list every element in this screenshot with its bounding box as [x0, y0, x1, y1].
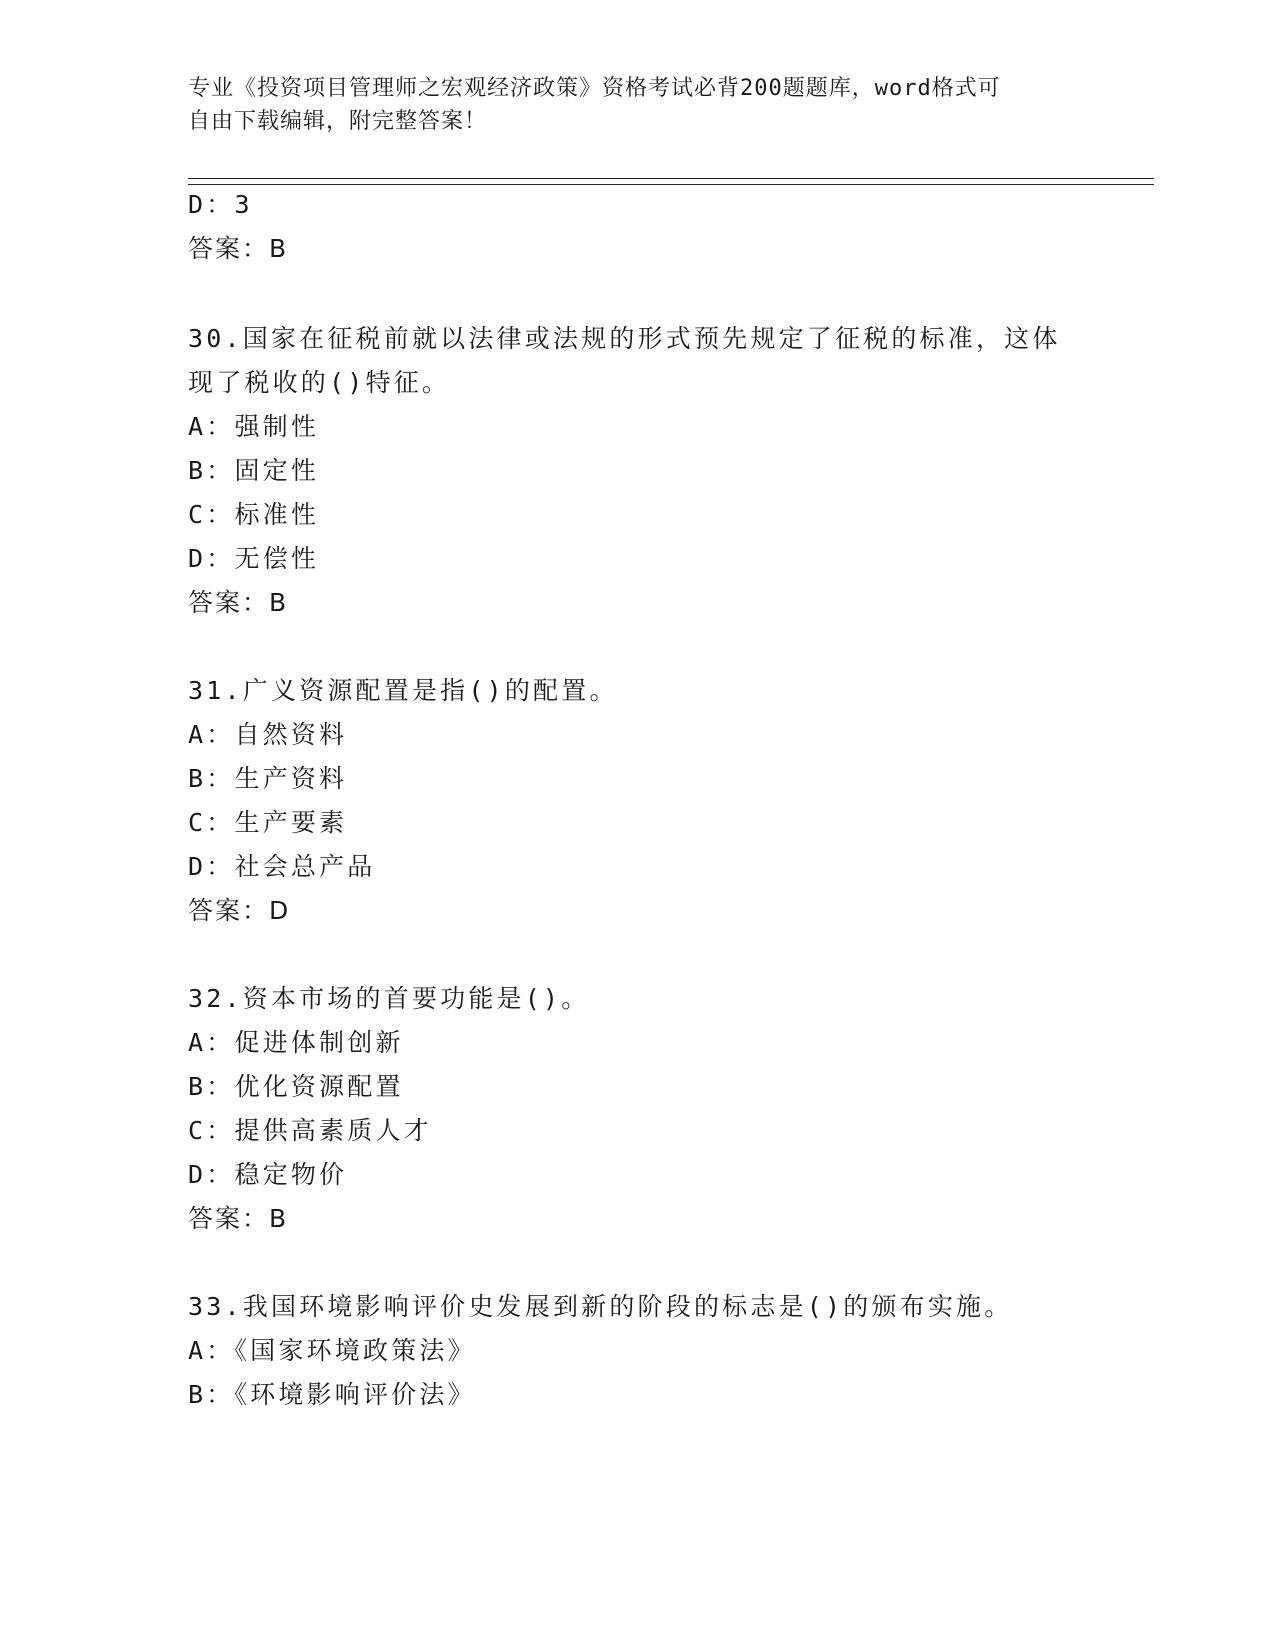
question-31-option-d: D：社会总产品 [188, 852, 376, 881]
carryover-answer: 答案：B [188, 234, 289, 263]
question-32-option-b: B：优化资源配置 [188, 1072, 404, 1101]
question-30-option-c: C：标准性 [188, 500, 320, 529]
question-30-answer: 答案：B [188, 588, 289, 617]
document-header [188, 72, 1068, 138]
header-divider-bottom [188, 184, 1154, 185]
question-33-stem: 33.我国环境影响评价史发展到新的阶段的标志是()的颁布实施。 [188, 1292, 1013, 1321]
question-32-option-a: A：促进体制创新 [188, 1028, 404, 1057]
question-32-option-c: C：提供高素质人才 [188, 1116, 432, 1145]
question-31-option-c: C：生产要素 [188, 808, 348, 837]
question-30-option-b: B：固定性 [188, 456, 320, 485]
question-31-stem: 31.广义资源配置是指()的配置。 [188, 676, 618, 705]
question-31-answer: 答案：D [188, 896, 291, 925]
question-31-option-b: B：生产资料 [188, 764, 348, 793]
question-30-stem-line-1: 30.国家在征税前就以法律或法规的形式预先规定了征税的标准，这体 [188, 324, 1061, 353]
question-32-option-d: D：稳定物价 [188, 1160, 348, 1189]
question-30-option-d: D：无偿性 [188, 544, 320, 573]
carryover-option-d: D：3 [188, 190, 253, 219]
header-divider-top [188, 178, 1154, 179]
header-line-1: 专业《投资项目管理师之宏观经济政策》资格考试必背200题题库，word格式可 [188, 76, 1001, 101]
question-30-stem-line-2: 现了税收的()特征。 [188, 368, 451, 397]
question-33-option-b: B：《环境影响评价法》 [188, 1380, 476, 1409]
header-line-2: 自由下载编辑，附完整答案！ [188, 109, 488, 134]
question-33-option-a: A：《国家环境政策法》 [188, 1336, 476, 1365]
question-31-option-a: A：自然资料 [188, 720, 348, 749]
question-32-stem: 32.资本市场的首要功能是()。 [188, 984, 590, 1013]
question-30-option-a: A：强制性 [188, 412, 320, 441]
question-32-answer: 答案：B [188, 1204, 289, 1233]
